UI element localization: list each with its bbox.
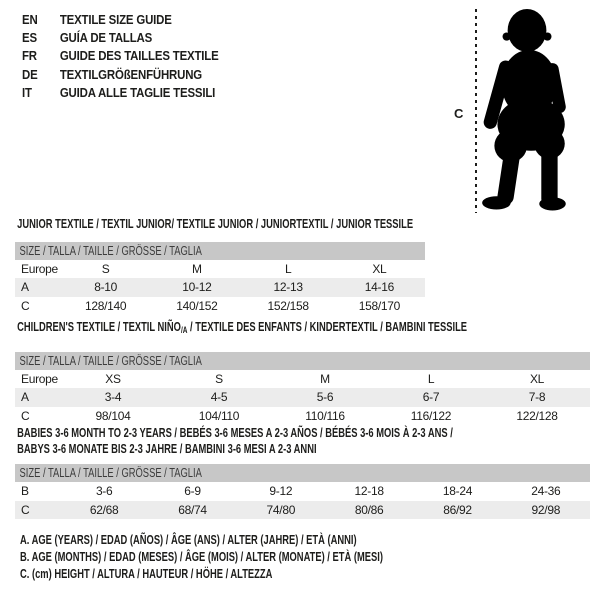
size-header-bar	[15, 464, 590, 482]
table-body	[15, 370, 590, 426]
row-label: A	[15, 388, 60, 407]
size-cell: 8-10	[60, 278, 151, 297]
size-cell: 6-9	[184, 484, 201, 499]
size-cell: 4-5	[166, 388, 272, 407]
size-cell: 12-13	[243, 278, 334, 297]
size-cell: 140/152	[176, 298, 218, 313]
language-code: ES	[22, 30, 37, 46]
size-cell: 18-24	[442, 484, 473, 499]
size-header-bar	[15, 352, 590, 370]
title-segment: CHILDREN'S TEXTILE / TEXTIL NIÑO	[17, 319, 181, 334]
size-cell: 74/80	[237, 501, 325, 520]
size-table	[15, 260, 425, 316]
table-row	[15, 260, 425, 279]
size-cell: 122/128	[516, 408, 558, 423]
size-cell: 9-12	[269, 484, 293, 499]
table-row	[15, 278, 425, 297]
size-cell: 3-6	[95, 484, 113, 499]
size-cell: 86/92	[413, 501, 501, 520]
language-title: GUÍA DE TALLAS	[59, 30, 153, 46]
size-cell: 152/158	[267, 298, 309, 313]
section-title	[15, 425, 453, 456]
size-cell: 80/86	[325, 501, 413, 520]
language-row	[22, 28, 219, 46]
baby-figure	[450, 5, 590, 217]
row-label: C	[15, 501, 60, 520]
size-table	[15, 370, 590, 426]
size-cell: 68/74	[148, 501, 236, 520]
size-cell: XL	[372, 261, 387, 276]
footnote-line: A. AGE (YEARS) / EDAD (AÑOS) / ÂGE (ANS) / ALTER (JAHRE) / ETÀ (ANNI)	[20, 532, 357, 547]
row-label: B	[21, 484, 29, 499]
language-code: DE	[22, 66, 38, 82]
footnote-line: C. (cm) HEIGHT / ALTURA / HAUTEUR / HÖHE / ALTEZZA	[20, 566, 273, 582]
size-cell: XS	[105, 371, 121, 386]
size-cell: 104/110	[198, 408, 240, 423]
size-cell: 14-16	[334, 278, 425, 297]
title-segment: BABYS 3-6 MONATE BIS 2-3 JAHRE / BAMBINI 3-6 MESI A 2-3 ANNI	[17, 440, 317, 456]
row-label: C	[21, 298, 30, 313]
language-title: TEXTILE SIZE GUIDE	[59, 11, 172, 27]
section-title	[15, 216, 414, 232]
baby-silhouette-icon	[480, 8, 572, 212]
section-title-line	[17, 216, 414, 232]
size-cell: 98/104	[95, 408, 131, 423]
language-row	[22, 65, 219, 83]
size-cell: 62/68	[60, 501, 148, 520]
title-segment: / TEXTILE DES ENFANTS / KINDERTEXTIL / BAMBINI TESSILE	[187, 319, 468, 334]
size-cell: 92/98	[502, 501, 590, 520]
size-cell: M	[320, 371, 330, 386]
size-table	[15, 482, 590, 519]
language-title: TEXTILGRÖßENFÜHRUNG	[59, 66, 203, 82]
height-measure-line	[475, 9, 477, 213]
size-cell: 6-7	[378, 388, 484, 407]
table-body	[15, 482, 590, 519]
size-cell: XL	[529, 371, 545, 386]
title-segment: BABIES 3-6 MONTH TO 2-3 YEARS / BEBÉS 3-6 MESES A 2-3 AÑOS / BÉBÉS 3-6 MOIS À 2-3 ANS /	[17, 425, 453, 440]
language-code: EN	[22, 11, 38, 27]
table-row	[15, 407, 590, 426]
size-header-bar	[15, 242, 425, 260]
language-title: GUIDA ALLE TAGLIE TESSILI	[59, 85, 216, 101]
size-cell: 128/140	[84, 298, 127, 313]
size-cell: S	[101, 261, 110, 276]
height-label-c: C	[454, 106, 464, 121]
size-cell: 158/170	[358, 298, 401, 313]
language-title: GUIDE DES TAILLES TEXTILE	[59, 48, 219, 64]
size-section	[15, 216, 425, 315]
title-segment: /A	[180, 325, 188, 335]
size-cell: L	[284, 261, 292, 276]
row-label: A	[15, 278, 60, 297]
size-cell: 7-8	[484, 388, 590, 407]
row-label: Europe	[21, 371, 58, 386]
table-row	[15, 388, 590, 407]
size-cell: S	[215, 371, 223, 386]
section-title-line	[17, 425, 453, 441]
table-row	[15, 482, 590, 501]
language-code: IT	[22, 85, 32, 101]
size-cell: 5-6	[272, 388, 378, 407]
table-row	[15, 501, 590, 520]
table-body	[15, 260, 425, 316]
size-section	[15, 425, 590, 519]
language-row	[22, 47, 219, 65]
row-label: C	[21, 408, 30, 423]
footnotes	[20, 531, 524, 583]
table-row	[15, 297, 425, 316]
size-header-label: SIZE / TALLA / TAILLE / GRÖSSE / TAGLIA	[19, 466, 202, 480]
size-cell: 110/116	[305, 408, 345, 423]
size-cell: M	[192, 261, 202, 276]
section-title-line	[17, 441, 429, 457]
size-cell: 24-36	[531, 484, 561, 499]
size-section	[15, 319, 590, 425]
size-header-label: SIZE / TALLA / TAILLE / GRÖSSE / TAGLIA	[19, 353, 202, 368]
size-cell: L	[427, 371, 435, 386]
size-cell: 10-12	[151, 278, 242, 297]
size-cell: 116/122	[410, 408, 452, 423]
row-label: Europe	[21, 261, 58, 276]
size-cell: 12-18	[354, 484, 384, 499]
table-row	[15, 370, 590, 389]
size-header-label: SIZE / TALLA / TAILLE / GRÖSSE / TAGLIA	[19, 243, 202, 258]
section-title	[15, 319, 468, 339]
section-title-line	[17, 319, 468, 339]
title-segment: JUNIOR TEXTILE / TEXTIL JUNIOR/ TEXTILE JUNIOR / JUNIORTEXTIL / JUNIOR TESSILE	[17, 216, 414, 231]
language-row	[22, 84, 219, 102]
language-list	[22, 10, 245, 102]
footnote-line: B. AGE (MONTHS) / EDAD (MESES) / ÂGE (MOIS) / ALTER (MONATE) / ETÀ (MESI)	[20, 549, 383, 565]
language-code: FR	[22, 48, 37, 64]
language-row	[22, 10, 219, 28]
size-cell: 3-4	[60, 388, 166, 407]
